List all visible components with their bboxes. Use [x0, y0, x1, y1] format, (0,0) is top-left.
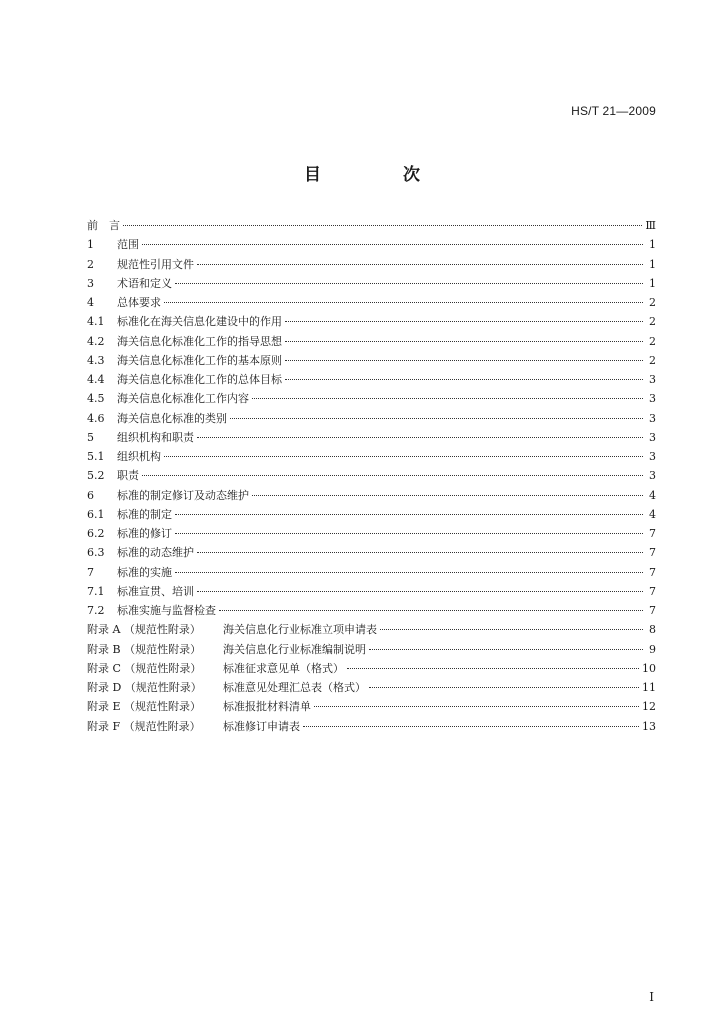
standard-code: HS/T 21—2009 [571, 104, 656, 118]
toc-entry[interactable] [87, 351, 656, 370]
toc-entry-number: 4.6 [87, 411, 105, 425]
toc-entry-label: 标准修订申请表 [223, 719, 300, 733]
toc-entry-page: 9 [649, 642, 656, 656]
toc-leader-dots [197, 591, 643, 592]
toc-leader-dots [285, 379, 643, 380]
toc-leader-dots [197, 264, 643, 265]
toc-entry-label: 规范性引用文件 [117, 257, 194, 271]
toc-entry-page: 13 [642, 719, 656, 733]
toc-entry[interactable] [87, 563, 656, 582]
toc-entry-page: Ⅲ [645, 219, 656, 232]
toc-leader-dots [380, 629, 643, 630]
toc-entry-number: 附录 D （规范性附录） [87, 681, 202, 694]
toc-entry-label: 组织机构 [117, 450, 161, 463]
toc-entry-number: 附录 C （规范性附录） [87, 661, 202, 675]
toc-entry-number: 4.3 [87, 353, 105, 367]
toc-entry-page: 3 [649, 450, 656, 463]
toc-leader-dots [164, 302, 643, 303]
toc-entry-number: 2 [87, 257, 94, 271]
toc-entry[interactable] [87, 717, 656, 736]
toc-entry-page: 2 [649, 296, 656, 309]
toc-leader-dots [285, 321, 643, 322]
toc-entry-page: 4 [649, 507, 656, 521]
toc-entry-number: 4.4 [87, 373, 105, 386]
toc-entry-label: 标准的制定 [117, 507, 172, 521]
toc-leader-dots [314, 706, 639, 707]
toc-entry-label: 标准征求意见单（格式） [223, 661, 344, 675]
toc-entry-number: 4.5 [87, 392, 105, 406]
toc-entry-page: 3 [649, 411, 656, 425]
toc-leader-dots [285, 341, 643, 342]
toc-leader-dots [369, 649, 643, 650]
toc-entry-number: 附录 F （规范性附录） [87, 719, 201, 733]
toc-leader-dots [219, 610, 643, 611]
toc-entry-page: 8 [649, 623, 656, 637]
toc-entry[interactable] [87, 409, 656, 428]
toc-entry-page: 1 [649, 238, 656, 252]
toc-leader-dots [347, 668, 639, 669]
toc-entry-number: 附录 E （规范性附录） [87, 700, 202, 714]
page-title: 目 次 [304, 165, 458, 185]
toc-entry-page: 7 [649, 604, 656, 617]
toc-entry-number: 4.1 [87, 315, 105, 329]
toc-entry-label: 标准的修订 [117, 527, 172, 540]
toc-entry[interactable] [87, 582, 656, 601]
toc-entry[interactable] [87, 235, 656, 254]
toc-entry-number: 5.2 [87, 469, 105, 483]
toc-entry-page: 3 [649, 373, 656, 386]
toc-entry-label: 海关信息化标准的类别 [117, 411, 227, 425]
toc-entry-label: 标准宣贯、培训 [117, 584, 194, 598]
toc-entry-page: 7 [649, 584, 656, 598]
toc-leader-dots [197, 437, 643, 438]
toc-entry-label: 海关信息化标准化工作的总体目标 [117, 373, 282, 386]
toc-leader-dots [123, 225, 642, 226]
toc-entry-page: 2 [649, 353, 656, 367]
toc-entry-number: 7.2 [87, 604, 105, 617]
toc-entry[interactable] [87, 486, 656, 505]
toc-entry[interactable] [87, 293, 656, 312]
toc-entry[interactable] [87, 697, 656, 716]
toc-entry-number: 4.2 [87, 334, 105, 348]
toc-entry-label: 组织机构和职责 [117, 430, 194, 444]
toc-leader-dots [175, 572, 643, 573]
toc-entry-page: 4 [649, 488, 656, 502]
toc-entry-label: 海关信息化行业标准编制说明 [223, 642, 366, 656]
toc-entry[interactable] [87, 543, 656, 562]
toc-entry[interactable] [87, 601, 656, 620]
toc-entry-page: 10 [642, 661, 656, 675]
toc-leader-dots [142, 244, 643, 245]
toc-entry-label: 海关信息化标准化工作内容 [117, 392, 249, 406]
toc-leader-dots [230, 418, 643, 419]
toc-entry[interactable] [87, 466, 656, 485]
toc-entry[interactable] [87, 332, 656, 351]
toc-leader-dots [175, 533, 643, 534]
toc-entry-label: 海关信息化标准化工作的指导思想 [117, 334, 282, 348]
toc-entry-page: 7 [649, 546, 656, 560]
toc-entry-number: 1 [87, 238, 94, 252]
toc-entry-number: 6.2 [87, 527, 105, 540]
toc-entry-number: 4 [87, 296, 94, 309]
toc-entry-label: 海关信息化标准化工作的基本原则 [117, 353, 282, 367]
toc-entry-page: 2 [649, 334, 656, 348]
toc-leader-dots [175, 514, 643, 515]
toc-entry-label: 职责 [117, 469, 139, 483]
toc-entry-number: 6 [87, 488, 94, 502]
toc-leader-dots [285, 360, 643, 361]
toc-leader-dots [142, 475, 643, 476]
toc-entry-label: 海关信息化行业标准立项申请表 [223, 623, 377, 637]
toc-entry-label: 标准实施与监督检查 [117, 604, 216, 617]
toc-entry-number: 7.1 [87, 584, 105, 598]
toc-entry-number: 3 [87, 276, 94, 290]
toc-entry[interactable] [87, 620, 656, 639]
toc-entry-label: 范围 [117, 238, 139, 252]
toc-entry-label: 总体要求 [117, 296, 161, 309]
toc-entry-label: 标准意见处理汇总表（格式） [223, 681, 366, 694]
toc-leader-dots [303, 726, 639, 727]
toc-entry-number: 6.1 [87, 507, 105, 521]
toc-entry[interactable] [87, 389, 656, 408]
toc-entry-page: 2 [649, 315, 656, 329]
toc-entry-label: 术语和定义 [117, 276, 172, 290]
toc-entry-label: 标准化在海关信息化建设中的作用 [117, 315, 282, 329]
toc-entry-label: 前 言 [87, 219, 120, 232]
toc-entry-number: 附录 A （规范性附录） [87, 623, 201, 637]
page-number: I [649, 990, 654, 1004]
table-of-contents [87, 216, 656, 736]
toc-entry[interactable] [87, 216, 656, 235]
toc-entry[interactable] [87, 255, 656, 274]
toc-entry-page: 1 [649, 257, 656, 271]
toc-leader-dots [369, 687, 639, 688]
toc-leader-dots [175, 283, 643, 284]
toc-entry-page: 3 [649, 469, 656, 483]
toc-entry-label: 标准的动态维护 [117, 546, 194, 560]
toc-leader-dots [164, 456, 643, 457]
toc-entry-page: 12 [642, 700, 656, 714]
toc-entry-page: 7 [649, 527, 656, 540]
toc-entry-page: 11 [642, 681, 656, 694]
toc-entry-number: 7 [87, 565, 94, 579]
toc-entry[interactable] [87, 428, 656, 447]
toc-leader-dots [252, 398, 643, 399]
toc-entry[interactable] [87, 659, 656, 678]
toc-entry-page: 7 [649, 565, 656, 579]
toc-entry-page: 3 [649, 392, 656, 406]
toc-entry[interactable] [87, 447, 656, 466]
toc-entry-number: 5 [87, 430, 94, 444]
toc-entry[interactable] [87, 505, 656, 524]
toc-entry-page: 3 [649, 430, 656, 444]
toc-entry[interactable] [87, 312, 656, 331]
toc-entry-number: 附录 B （规范性附录） [87, 642, 202, 656]
toc-entry[interactable] [87, 640, 656, 659]
toc-entry[interactable] [87, 524, 656, 543]
toc-entry-label: 标准的实施 [117, 565, 172, 579]
toc-entry-number: 5.1 [87, 450, 105, 463]
toc-leader-dots [252, 495, 643, 496]
toc-entry-label: 标准的制定修订及动态维护 [117, 488, 249, 502]
toc-entry-label: 标准报批材料清单 [223, 700, 311, 714]
toc-entry[interactable] [87, 370, 656, 389]
toc-entry[interactable] [87, 274, 656, 293]
toc-entry-number: 6.3 [87, 546, 105, 560]
toc-leader-dots [197, 552, 643, 553]
toc-entry-page: 1 [649, 276, 656, 290]
toc-entry[interactable] [87, 678, 656, 697]
